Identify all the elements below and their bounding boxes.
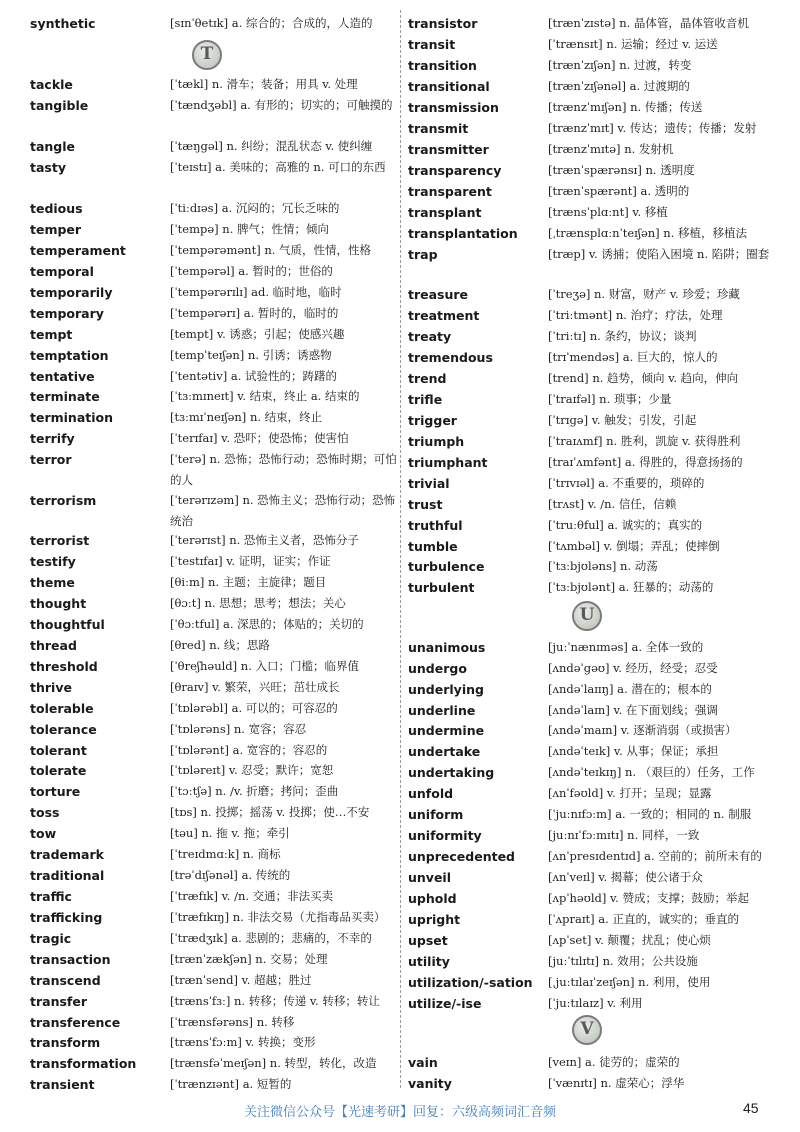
headword: torture — [30, 784, 81, 799]
headword: underline — [408, 703, 476, 718]
headword: transistor — [408, 16, 478, 31]
headword: tolerate — [30, 763, 87, 778]
definition: [ˈtɜːmɪneɪt] v. 结束，终止 a. 结束的 — [170, 389, 360, 403]
definition: [ʌndəˈgəʊ] v. 经历，经受；忍受 — [548, 661, 718, 675]
headword: transit — [408, 37, 456, 52]
headword: tackle — [30, 77, 73, 92]
headword: trifle — [408, 392, 443, 407]
definition: [ˈtempərəl] a. 暂时的；世俗的 — [170, 264, 333, 278]
footer-note: 关注微信公众号【光速考研】回复：六级高频词汇音频 — [243, 1105, 556, 1120]
headword: thread — [30, 638, 77, 653]
definition: [ˈtempə] n. 脾气；性情；倾向 — [170, 222, 330, 236]
headword: trademark — [30, 847, 104, 862]
letter-v-icon: V — [572, 1015, 602, 1045]
definition: [trænˈspærənsɪ] n. 透明度 — [548, 163, 695, 177]
headword: thrive — [30, 680, 72, 695]
headword: transient — [30, 1077, 95, 1092]
headword: theme — [30, 575, 75, 590]
definition: [ˈtɔːtʃə] n. /v. 折磨；拷问；歪曲 — [170, 784, 339, 798]
definition: [juːˈtɪlɪtɪ] n. 效用；公共设施 — [548, 954, 698, 968]
headword: truthful — [408, 518, 463, 533]
headword: transplantation — [408, 226, 518, 241]
headword: trap — [408, 247, 438, 262]
headword: tow — [30, 826, 57, 841]
definition: [trænˈzɪʃən] n. 过渡，转变 — [548, 58, 692, 72]
definition: [juːnɪˈfɔːmɪtɪ] n. 同样，一致 — [548, 828, 700, 842]
headword: undermine — [408, 723, 485, 738]
letter-t-icon: T — [192, 40, 222, 70]
definition: [ʌnˈfəʊld] v. 打开；呈现；显露 — [548, 786, 712, 800]
definition: [ˈtraɪfəl] n. 琐事；少量 — [548, 392, 672, 406]
definition: [ˈterərɪst] n. 恐怖主义者，恐怖分子 — [170, 533, 359, 547]
definition: [juːˈnænɪməs] a. 全体一致的 — [548, 640, 704, 654]
definition: [ˈjuːtɪlaɪz] v. 利用 — [548, 996, 643, 1010]
definition: [ˌjuːtɪlaɪˈzeɪʃən] n. 利用，使用 — [548, 975, 711, 989]
definition: [traɪˈʌmfənt] a. 得胜的，得意扬扬的 — [548, 455, 743, 469]
headword: triumph — [408, 434, 465, 449]
definition: [ˈtreʒə] n. 财富，财产 v. 珍爱；珍藏 — [548, 287, 740, 301]
definition: [trænsfəˈmeɪʃən] n. 转型，转化，改造 — [170, 1056, 377, 1070]
definition: [tɜːmɪˈneɪʃən] n. 结束，终止 — [170, 410, 323, 424]
definition: [ʌndəˈteɪk] v. 从事；保证；承担 — [548, 744, 719, 758]
definition: [ˈtɒləreɪt] v. 忍受；默许；宽恕 — [170, 763, 334, 777]
definition: [ˈtɜːbjʊlənt] a. 狂暴的；动荡的 — [548, 580, 714, 594]
definition: [ˈtentətiv] a. 试验性的；踌躇的 — [170, 369, 338, 383]
headword: transform — [30, 1035, 101, 1050]
definition: [ˈtækl] n. 滑车；装备；用具 v. 处理 — [170, 77, 358, 91]
definition: [təu] n. 拖 v. 拖；牵引 — [170, 826, 290, 840]
headword: traffic — [30, 889, 72, 904]
headword: transparent — [408, 184, 492, 199]
headword: tedious — [30, 201, 83, 216]
headword: transparency — [408, 163, 502, 178]
definition: [trʌst] v. /n. 信任，信赖 — [548, 497, 677, 511]
definition: [trænsˈplɑːnt] v. 移植 — [548, 205, 668, 219]
definition: [ˈtɒlərənt] a. 宽容的；容忍的 — [170, 743, 328, 757]
headword: upright — [408, 912, 461, 927]
definition: [ˈθɔːtful] a. 深思的；体贴的；关切的 — [170, 617, 364, 631]
definition: [tempt] v. 诱惑；引起；使感兴趣 — [170, 327, 345, 341]
definition: [trænzˈmɪtə] n. 发射机 — [548, 142, 674, 156]
headword: uphold — [408, 891, 457, 906]
headword: utilize/-ise — [408, 996, 482, 1011]
definition: [ˈtændʒəbl] a. 有形的；切实的；可触摸的 — [170, 98, 393, 112]
headword: synthetic — [30, 16, 96, 31]
definition: [trend] n. 趋势，倾向 v. 趋向，伸向 — [548, 371, 739, 385]
headword: unanimous — [408, 640, 486, 655]
definition: [ʌndəˈlaɪɪŋ] a. 潜在的；根本的 — [548, 682, 712, 696]
definition: [ˈterə] n. 恐怖；恐怖行动；恐怖时期；可怕的人 — [170, 452, 397, 487]
headword: treaty — [408, 329, 452, 344]
headword: tasty — [30, 160, 66, 175]
definition: [trænsˈfɜː] n. 转移；传递 v. 转移；转让 — [170, 994, 380, 1008]
definition: [ˈtempərərɪ] a. 暂时的，临时的 — [170, 306, 339, 320]
headword: trivial — [408, 476, 450, 491]
headword: vain — [408, 1055, 438, 1070]
headword: tangle — [30, 139, 76, 154]
headword: trigger — [408, 413, 457, 428]
headword: transition — [408, 58, 477, 73]
definition: [ʌndəˈteɪkɪŋ] n. （艰巨的）任务，工作 — [548, 765, 755, 779]
definition: [ˈtræfɪk] v. /n. 交通；非法买卖 — [170, 889, 334, 903]
headword: thoughtful — [30, 617, 105, 632]
headword: upset — [408, 933, 448, 948]
headword: transfer — [30, 994, 87, 1009]
definition: [ˈtestɪfaɪ] v. 证明，证实；作证 — [170, 554, 331, 568]
headword: trend — [408, 371, 447, 386]
headword: transplant — [408, 205, 482, 220]
definition: [ʌndəˈlaɪn] v. 在下面划线；强调 — [548, 703, 718, 717]
definition: [trænzˈmɪt] v. 传达；遗传；传播；发射 — [548, 121, 757, 135]
headword: underlying — [408, 682, 484, 697]
headword: undertake — [408, 744, 481, 759]
headword: transmit — [408, 121, 469, 136]
headword: tangible — [30, 98, 89, 113]
headword: turbulent — [408, 580, 475, 595]
headword: temporal — [30, 264, 94, 279]
definition: [ˈteɪstɪ] a. 美味的；高雅的 n. 可口的东西 — [170, 160, 386, 174]
definition: [ˈtɒlərəbl] a. 可以的；可容忍的 — [170, 701, 338, 715]
headword: tolerance — [30, 722, 97, 737]
definition: [tempˈteɪʃən] n. 引诱；诱惑物 — [170, 348, 332, 362]
definition: [ˈtriːtmənt] n. 治疗；疗法，处理 — [548, 308, 723, 322]
headword: tragic — [30, 931, 72, 946]
headword: trust — [408, 497, 443, 512]
headword: termination — [30, 410, 114, 425]
headword: utilization/-sation — [408, 975, 533, 990]
definition: [træp] v. 诱捕；使陷入困境 n. 陷阱；圈套 — [548, 247, 770, 261]
headword: traditional — [30, 868, 105, 883]
headword: uniformity — [408, 828, 482, 843]
definition: [trænˈspærənt] a. 透明的 — [548, 184, 690, 198]
headword: undertaking — [408, 765, 495, 780]
headword: tolerant — [30, 743, 87, 758]
definition: [trænˈzɪstə] n. 晶体管，晶体管收音机 — [548, 16, 749, 30]
definition: [ˈtrɪvɪəl] a. 不重要的，琐碎的 — [548, 476, 705, 490]
definition: [trænˈzɪʃənəl] a. 过渡期的 — [548, 79, 690, 93]
headword: temporarily — [30, 285, 113, 300]
definition: [θiːm] n. 主题；主旋律；题目 — [170, 575, 327, 589]
definition: [ˈtʌmbəl] v. 倒塌；弄乱；使摔倒 — [548, 539, 720, 553]
headword: toss — [30, 805, 60, 820]
definition: [ˈvænɪtɪ] n. 虚荣心；浮华 — [548, 1076, 685, 1090]
definition: [ˈθreʃhəuld] n. 入口；门槛；临界值 — [170, 659, 360, 673]
page-number: 45 — [743, 1100, 759, 1116]
headword: transcend — [30, 973, 101, 988]
headword: unprecedented — [408, 849, 516, 864]
definition: [ˈtraɪʌmf] n. 胜利，凯旋 v. 获得胜利 — [548, 434, 741, 448]
definition: [trænsˈfɔːm] v. 转换；变形 — [170, 1035, 316, 1049]
headword: tolerable — [30, 701, 94, 716]
definition: [ˈʌpraɪt] a. 正直的，诚实的；垂直的 — [548, 912, 739, 926]
definition: [ˈterərɪzəm] n. 恐怖主义；恐怖行动；恐怖统治 — [170, 493, 396, 528]
headword: thought — [30, 596, 87, 611]
definition: [ˈjuːnɪfɔːm] a. 一致的；相同的 n. 制服 — [548, 807, 752, 821]
definition: [ʌnˈveɪl] v. 揭幕；使公诸于众 — [548, 870, 703, 884]
definition: [ˈtruːθful] a. 诚实的；真实的 — [548, 518, 703, 532]
definition: [ˌtrænsplɑːnˈteɪʃən] n. 移植，移植法 — [548, 226, 748, 240]
definition: [trɪˈmendəs] a. 巨大的，惊人的 — [548, 350, 718, 364]
definition: [ˈtæŋgəl] n. 纠纷；混乱状态 v. 使纠缠 — [170, 139, 373, 153]
definition: [ʌpˈhəʊld] v. 赞成；支撑；鼓励；举起 — [548, 891, 749, 905]
definition: [ʌndəˈmaɪn] v. 逐渐消弱（或损害） — [548, 723, 737, 737]
definition: [ˈterɪfaɪ] v. 恐吓；使恐怖；使害怕 — [170, 431, 349, 445]
headword: transformation — [30, 1056, 137, 1071]
definition: [ˈtɒlərəns] n. 宽容；容忍 — [170, 722, 307, 736]
headword: terror — [30, 452, 72, 467]
definition: [θraɪv] v. 繁荣，兴旺；茁壮成长 — [170, 680, 340, 694]
definition: [trænzˈmɪʃən] n. 传播；传送 — [548, 100, 703, 114]
definition: [ˈtræfɪkɪŋ] n. 非法交易（尤指毒品买卖） — [170, 910, 386, 924]
headword: unveil — [408, 870, 451, 885]
headword: transmitter — [408, 142, 489, 157]
definition: [θɔːt] n. 思想；思考；想法；关心 — [170, 596, 346, 610]
headword: tremendous — [408, 350, 493, 365]
headword: trafficking — [30, 910, 103, 925]
headword: uniform — [408, 807, 464, 822]
definition: [ˈtɜːbjʊləns] n. 动荡 — [548, 559, 658, 573]
headword: tempt — [30, 327, 73, 342]
definition: [ˈtiːdɪəs] a. 沉闷的；冗长乏味的 — [170, 201, 340, 215]
definition: [ʌnˈpresɪdentɪd] a. 空前的；前所未有的 — [548, 849, 762, 863]
definition: [ˈtempərəmənt] n. 气质，性情，性格 — [170, 243, 372, 257]
definition: [sɪnˈθetɪk] a. 综合的；合成的，人造的 — [170, 16, 373, 30]
headword: treasure — [408, 287, 469, 302]
definition: [trəˈdɪʃənəl] a. 传统的 — [170, 868, 291, 882]
definition: [ˈtrædʒɪk] a. 悲剧的；悲痛的，不幸的 — [170, 931, 372, 945]
definition: [veɪn] a. 徒劳的；虚荣的 — [548, 1055, 680, 1069]
definition: [ˈtrɪgə] v. 触发；引发，引起 — [548, 413, 697, 427]
headword: transaction — [30, 952, 111, 967]
headword: temptation — [30, 348, 109, 363]
definition: [ˈtrænzɪənt] a. 短暂的 — [170, 1077, 292, 1091]
headword: temper — [30, 222, 82, 237]
headword: terrorist — [30, 533, 90, 548]
headword: terminate — [30, 389, 100, 404]
headword: triumphant — [408, 455, 488, 470]
definition: [ˈtempərərɪlɪ] ad. 临时地，临时 — [170, 285, 342, 299]
headword: temperament — [30, 243, 126, 258]
definition: [ʌpˈset] v. 颠覆；扰乱；使心烦 — [548, 933, 711, 947]
headword: transmission — [408, 100, 499, 115]
headword: tumble — [408, 539, 458, 554]
column-divider — [400, 10, 401, 1088]
headword: utility — [408, 954, 450, 969]
definition: [ˈtriːtɪ] n. 条约，协议；谈判 — [548, 329, 697, 343]
definition: [tɒs] n. 投掷；摇荡 v. 投掷；使…不安 — [170, 805, 370, 819]
headword: unfold — [408, 786, 454, 801]
headword: testify — [30, 554, 76, 569]
headword: terrify — [30, 431, 75, 446]
headword: temporary — [30, 306, 104, 321]
headword: threshold — [30, 659, 98, 674]
definition: [trænˈzækʃən] n. 交易；处理 — [170, 952, 328, 966]
definition: [ˈtrænsfərəns] n. 转移 — [170, 1015, 295, 1029]
headword: terrorism — [30, 493, 97, 508]
definition: [ˈtreɪdmɑːk] n. 商标 — [170, 847, 281, 861]
headword: tentative — [30, 369, 95, 384]
definition: [θred] n. 线；思路 — [170, 638, 270, 652]
headword: transference — [30, 1015, 121, 1030]
headword: transitional — [408, 79, 490, 94]
headword: treatment — [408, 308, 480, 323]
headword: undergo — [408, 661, 467, 676]
headword: turbulence — [408, 559, 485, 574]
definition: [ˈtrænsɪt] n. 运输；经过 v. 运送 — [548, 37, 718, 51]
letter-u-icon: U — [572, 601, 602, 631]
definition: [trænˈsend] v. 超越；胜过 — [170, 973, 312, 987]
headword: vanity — [408, 1076, 452, 1091]
